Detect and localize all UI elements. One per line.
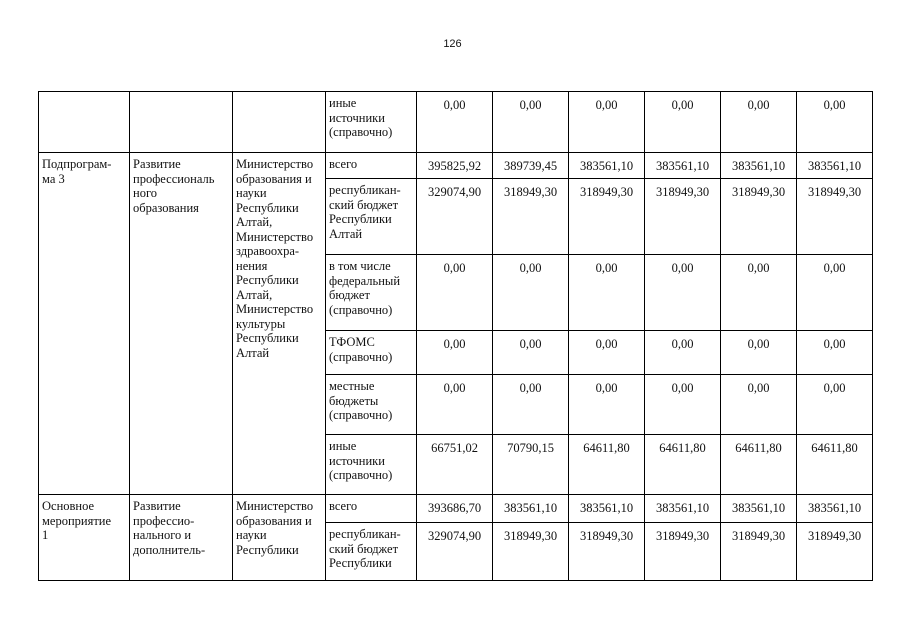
table-row xyxy=(39,92,873,153)
value-cell: 0,00 xyxy=(417,255,493,331)
value-cell: 318949,30 xyxy=(721,179,797,255)
value-cell: 383561,10 xyxy=(569,153,645,179)
value-cell: 389739,45 xyxy=(493,153,569,179)
value-cell: 64611,80 xyxy=(797,435,873,495)
program-title-cell xyxy=(130,92,233,153)
table-body xyxy=(39,92,873,581)
value-cell: 0,00 xyxy=(797,255,873,331)
program-title-cell: Развитие профессио- нального и дополнитель- xyxy=(130,495,233,581)
value-cell: 0,00 xyxy=(417,375,493,435)
value-cell: 0,00 xyxy=(417,331,493,375)
value-cell: 383561,10 xyxy=(797,153,873,179)
program-name-cell: Основное мероприятие 1 xyxy=(39,495,130,581)
value-cell: 0,00 xyxy=(493,331,569,375)
funding-source-cell: местные бюджеты (справочно) xyxy=(326,375,417,435)
page-number: 126 xyxy=(443,38,462,50)
program-name-cell: Подпрограм- ма 3 xyxy=(39,153,130,495)
budget-table xyxy=(38,91,873,581)
value-cell: 0,00 xyxy=(569,255,645,331)
value-cell: 70790,15 xyxy=(493,435,569,495)
table-row xyxy=(39,495,873,523)
funding-source-cell: иные источники (справочно) xyxy=(326,435,417,495)
value-cell: 383561,10 xyxy=(569,495,645,523)
value-cell: 318949,30 xyxy=(645,523,721,581)
value-cell: 0,00 xyxy=(417,92,493,153)
value-cell: 0,00 xyxy=(645,92,721,153)
funding-source-cell: в том числе федеральный бюджет (справочно) xyxy=(326,255,417,331)
funding-source-cell: иные источники (справочно) xyxy=(326,92,417,153)
value-cell: 0,00 xyxy=(493,255,569,331)
value-cell: 0,00 xyxy=(569,375,645,435)
value-cell: 0,00 xyxy=(493,92,569,153)
value-cell: 64611,80 xyxy=(569,435,645,495)
value-cell: 383561,10 xyxy=(721,153,797,179)
funding-source-cell: всего xyxy=(326,495,417,523)
value-cell: 0,00 xyxy=(797,331,873,375)
value-cell: 318949,30 xyxy=(797,179,873,255)
value-cell: 318949,30 xyxy=(493,523,569,581)
value-cell: 318949,30 xyxy=(645,179,721,255)
value-cell: 0,00 xyxy=(645,255,721,331)
value-cell: 318949,30 xyxy=(721,523,797,581)
value-cell: 383561,10 xyxy=(797,495,873,523)
value-cell: 0,00 xyxy=(645,331,721,375)
value-cell: 0,00 xyxy=(645,375,721,435)
value-cell: 64611,80 xyxy=(645,435,721,495)
value-cell: 66751,02 xyxy=(417,435,493,495)
executor-cell: Министерство образования и науки Республики Алтай, Министерство здравоохра- нения Республики Алтай, Министерство культуры Республики Алтай xyxy=(233,153,326,495)
executor-cell: Министерство образования и науки Республики xyxy=(233,495,326,581)
value-cell: 0,00 xyxy=(797,92,873,153)
value-cell: 0,00 xyxy=(721,255,797,331)
value-cell: 393686,70 xyxy=(417,495,493,523)
value-cell: 383561,10 xyxy=(645,495,721,523)
value-cell: 318949,30 xyxy=(797,523,873,581)
funding-source-cell: республикан- ский бюджет Республики xyxy=(326,523,417,581)
value-cell: 0,00 xyxy=(721,375,797,435)
table-row xyxy=(39,153,873,179)
value-cell: 383561,10 xyxy=(493,495,569,523)
executor-cell xyxy=(233,92,326,153)
value-cell: 0,00 xyxy=(721,92,797,153)
funding-source-cell: республикан- ский бюджет Республики Алтай xyxy=(326,179,417,255)
value-cell: 383561,10 xyxy=(645,153,721,179)
value-cell: 0,00 xyxy=(569,331,645,375)
funding-source-cell: всего xyxy=(326,153,417,179)
value-cell: 0,00 xyxy=(569,92,645,153)
value-cell: 64611,80 xyxy=(721,435,797,495)
value-cell: 318949,30 xyxy=(569,523,645,581)
funding-source-cell: ТФОМС (справочно) xyxy=(326,331,417,375)
value-cell: 395825,92 xyxy=(417,153,493,179)
value-cell: 329074,90 xyxy=(417,523,493,581)
value-cell: 0,00 xyxy=(797,375,873,435)
value-cell: 0,00 xyxy=(721,331,797,375)
program-title-cell: Развитие профессиональ ного образования xyxy=(130,153,233,495)
value-cell: 329074,90 xyxy=(417,179,493,255)
program-name-cell xyxy=(39,92,130,153)
value-cell: 383561,10 xyxy=(721,495,797,523)
value-cell: 318949,30 xyxy=(493,179,569,255)
value-cell: 0,00 xyxy=(493,375,569,435)
value-cell: 318949,30 xyxy=(569,179,645,255)
